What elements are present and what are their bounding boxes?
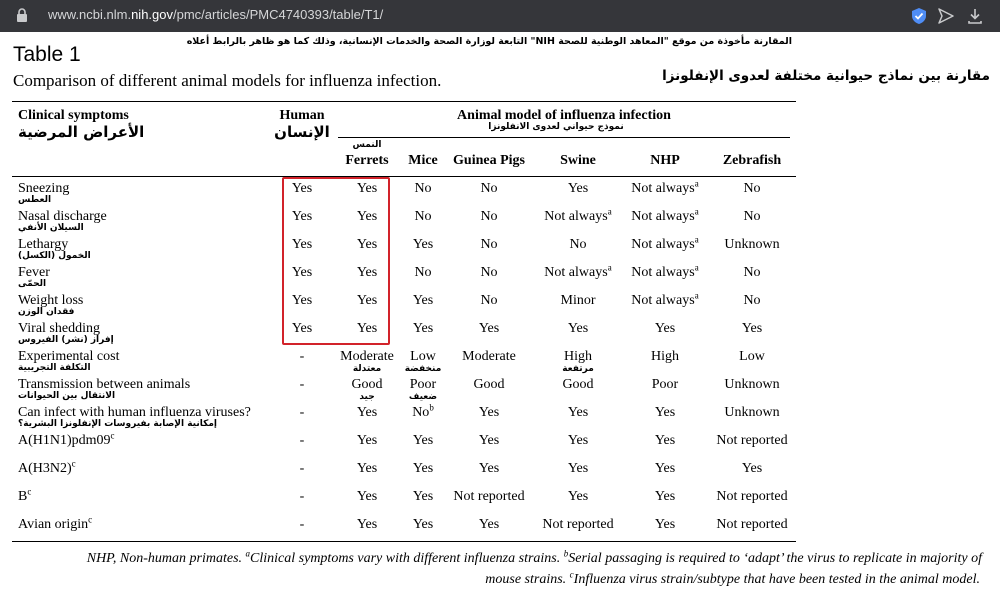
cell-mice	[413, 293, 433, 309]
row-label-ar: العطس	[18, 195, 52, 205]
row-label-ar: السيلان الأنفي	[18, 223, 84, 233]
row-label	[18, 458, 76, 477]
cell-value: Yes	[567, 489, 589, 504]
shield-icon[interactable]	[910, 7, 928, 25]
cell-value: Yes	[567, 321, 589, 336]
cell-value: Yes	[654, 461, 676, 476]
cell-value: Yes	[356, 321, 378, 336]
table-bottom-rule	[12, 541, 796, 542]
cell-footnote-mark: b	[429, 402, 434, 413]
col-header-symptoms-ar: الأعراض المرضية	[18, 123, 145, 141]
cell-value: Not always	[631, 237, 695, 252]
footnote-line-1	[20, 548, 982, 569]
cell-zebrafish	[724, 237, 779, 253]
cell-value: Not reported	[716, 433, 788, 448]
cell-value: Yes	[356, 181, 378, 196]
cell-value: Good	[351, 377, 383, 392]
cell-value: Yes	[567, 181, 589, 196]
cell-value: Yes	[291, 321, 313, 336]
download-icon[interactable]	[966, 7, 984, 25]
col-header-animal-group: Animal model of influenza infection	[457, 108, 671, 123]
cell-value: Good	[473, 377, 505, 392]
footnote-sup-b: b	[563, 548, 569, 559]
col-header-nhp: NHP	[650, 153, 680, 168]
cell-nhp	[651, 349, 679, 365]
row-label-ar: فقدان الوزن	[18, 307, 75, 317]
row-label-footnote-mark: c	[27, 486, 32, 497]
cell-value: No	[569, 237, 587, 252]
cell-zebrafish	[716, 489, 787, 505]
cell-value: Yes	[356, 405, 378, 420]
cell-value: Unknown	[724, 377, 780, 392]
cell-value: Yes	[412, 461, 434, 476]
cell-value: No	[412, 405, 430, 420]
row-label-ar: الحمّى	[18, 279, 47, 289]
cell-value: Yes	[478, 517, 500, 532]
row-label-text: Transmission between animals	[18, 377, 191, 392]
cell-value: -	[299, 517, 305, 532]
row-label-text: Weight loss	[18, 293, 84, 308]
cell-nhp	[652, 377, 678, 393]
cell-value: Yes	[478, 461, 500, 476]
cell-value: Yes	[412, 517, 434, 532]
cell-value: -	[299, 349, 305, 364]
cell-value: Yes	[291, 293, 313, 308]
cell-value: No	[414, 265, 432, 280]
cell-swine	[568, 461, 588, 477]
cell-value-ar: معتدلة	[352, 364, 382, 374]
cell-value: Yes	[478, 433, 500, 448]
cell-swine	[562, 377, 593, 393]
cell-value: Low	[739, 349, 765, 364]
col-header-human: Human	[279, 108, 325, 123]
table-top-rule	[12, 101, 796, 102]
cell-nhp	[655, 321, 675, 337]
cell-value: No	[743, 209, 761, 224]
row-label-footnote-mark: c	[88, 514, 93, 525]
cell-swine	[544, 206, 612, 225]
footnote-nhp: NHP, Non-human primates.	[86, 551, 246, 566]
row-label-ar: إمكانية الإصابة بفيروسات الإنفلونزا البشرية؟	[18, 419, 217, 429]
cell-nhp	[655, 489, 675, 505]
arabic-source-note: المقارنة مأخوذة من موقع "المعاهد الوطنية للصحة NIH" التابعة لوزارة الصحة والخدمات الإنسانية، وذلك كما هو ظاهر بالرابط أعلاه	[186, 36, 792, 47]
footnote-c-text: Influenza virus strain/subtype that have been tested in the animal model.	[573, 572, 980, 587]
row-label-text: A(H3N2)	[18, 461, 72, 476]
cell-nhp	[631, 290, 699, 309]
row-label-ar: الخمول (الكسل)	[18, 251, 91, 261]
cell-value-ar: ضعيف	[408, 392, 438, 402]
row-label	[18, 514, 93, 533]
cell-value: Moderate	[340, 349, 394, 364]
cell-human	[300, 433, 305, 449]
row-label-ar: الانتقال بين الحيوانات	[18, 391, 116, 401]
cell-guinea	[473, 377, 504, 393]
cell-value: Yes	[356, 489, 378, 504]
url-path: /pmc/articles/PMC4740393/table/T1/	[173, 7, 384, 22]
row-label-text: B	[18, 489, 28, 504]
col-header-symptoms: Clinical symptoms	[18, 108, 129, 123]
cell-guinea	[480, 209, 497, 225]
cell-value: Yes	[478, 321, 500, 336]
cell-value: -	[299, 405, 305, 420]
cell-value-ar: مرتفعة	[562, 364, 594, 374]
col-header-ferrets-ar: النمس	[352, 140, 382, 150]
row-label-text: Lethargy	[18, 237, 69, 252]
cell-value: Yes	[412, 237, 434, 252]
cell-guinea	[479, 405, 499, 421]
col-header-ferrets: Ferrets	[345, 153, 389, 168]
cell-value: Yes	[741, 461, 763, 476]
cell-value: Yes	[412, 433, 434, 448]
cell-nhp	[631, 178, 699, 197]
cell-swine	[561, 293, 596, 309]
cell-zebrafish	[742, 321, 762, 337]
cell-value: No	[480, 181, 498, 196]
cell-nhp	[655, 405, 675, 421]
cell-guinea	[479, 517, 499, 533]
cell-value: Moderate	[462, 349, 516, 364]
cell-value: Low	[410, 349, 436, 364]
footnote-b-text: Serial passaging is required to ‘adapt’ the virus to replicate in majority of	[568, 551, 982, 566]
cell-ferrets	[340, 349, 394, 365]
cell-mice	[410, 349, 436, 365]
cell-value: Not reported	[542, 517, 614, 532]
cell-value: Not reported	[716, 517, 788, 532]
row-label	[18, 430, 115, 449]
table-caption: Comparison of different animal models for influenza infection.	[13, 71, 442, 90]
cell-value: No	[480, 209, 498, 224]
cell-value: Yes	[741, 321, 763, 336]
col-header-guinea-pigs: Guinea Pigs	[453, 153, 525, 168]
table-footnote	[20, 548, 982, 590]
cell-human	[300, 377, 305, 393]
cell-mice	[413, 237, 433, 253]
cell-value: No	[743, 293, 761, 308]
cell-ferrets	[351, 377, 382, 393]
cell-footnote-mark: a	[694, 234, 699, 245]
address-bar[interactable]	[48, 7, 383, 22]
highlight-box	[282, 177, 390, 345]
cell-mice	[412, 402, 434, 421]
cell-ferrets	[357, 517, 377, 533]
cell-value: Yes	[654, 405, 676, 420]
row-label-text: Avian origin	[18, 517, 89, 532]
cell-swine	[569, 237, 586, 253]
cell-value: Unknown	[724, 237, 780, 252]
cell-guinea	[479, 461, 499, 477]
cell-value: Yes	[356, 293, 378, 308]
row-label-text: Fever	[18, 265, 50, 280]
cell-value: Yes	[291, 209, 313, 224]
cell-mice	[410, 377, 436, 393]
cell-value: Not always	[631, 209, 695, 224]
cell-value: Not always	[631, 293, 695, 308]
browser-toolbar	[0, 0, 1000, 32]
cell-value: Yes	[478, 405, 500, 420]
cell-zebrafish	[739, 349, 765, 365]
send-icon[interactable]	[937, 7, 955, 25]
col-header-zebrafish: Zebrafish	[722, 153, 782, 168]
cell-mice	[413, 517, 433, 533]
cell-swine	[568, 489, 588, 505]
cell-value: -	[299, 489, 305, 504]
row-label-text: A(H1N1)pdm09	[18, 433, 111, 448]
cell-value: No	[414, 209, 432, 224]
cell-value: Yes	[412, 489, 434, 504]
cell-value: Yes	[356, 517, 378, 532]
cell-value: -	[299, 433, 305, 448]
header-bottom-rule	[12, 176, 796, 177]
row-label-footnote-mark: c	[71, 458, 76, 469]
cell-swine	[568, 433, 588, 449]
cell-value: Yes	[654, 517, 676, 532]
row-label-text: Viral shedding	[18, 321, 100, 336]
footnote-a-text: Clinical symptoms vary with different influenza strains.	[250, 551, 564, 566]
cell-footnote-mark: a	[607, 262, 612, 273]
cell-footnote-mark: a	[694, 206, 699, 217]
footnote-sup-c: c	[569, 569, 574, 580]
cell-swine	[568, 405, 588, 421]
cell-human	[300, 517, 305, 533]
cell-guinea	[479, 433, 499, 449]
cell-nhp	[631, 234, 699, 253]
cell-value: Yes	[356, 433, 378, 448]
cell-guinea	[453, 489, 524, 505]
col-header-mice: Mice	[408, 153, 438, 168]
cell-guinea	[480, 237, 497, 253]
cell-value: Yes	[412, 321, 434, 336]
arabic-caption: مقارنة بين نماذج حيوانية مختلفة لعدوى الإنفلونزا	[662, 68, 990, 84]
cell-value: Not reported	[716, 489, 788, 504]
cell-value: No	[743, 265, 761, 280]
cell-nhp	[655, 433, 675, 449]
url-prefix: www.ncbi.nlm.	[48, 7, 132, 22]
cell-value: Unknown	[724, 405, 780, 420]
cell-value: No	[480, 237, 498, 252]
cell-zebrafish	[743, 181, 760, 197]
cell-value: Not always	[631, 265, 695, 280]
cell-value: -	[299, 377, 305, 392]
row-label	[18, 486, 32, 505]
cell-mice	[414, 265, 431, 281]
cell-value: Yes	[567, 461, 589, 476]
row-label-text: Sneezing	[18, 181, 70, 196]
cell-value: Yes	[567, 433, 589, 448]
cell-value: Yes	[291, 181, 313, 196]
cell-zebrafish	[743, 293, 760, 309]
col-header-animal-group-ar: نموذج حيواني لعدوى الانفلونزا	[488, 122, 624, 132]
row-label-ar: التكلفة التجريبية	[18, 363, 91, 373]
cell-value: Yes	[356, 237, 378, 252]
cell-nhp	[631, 262, 699, 281]
cell-zebrafish	[743, 265, 760, 281]
cell-value: Minor	[560, 293, 596, 308]
cell-nhp	[655, 461, 675, 477]
cell-value: Yes	[356, 209, 378, 224]
cell-value: Not reported	[453, 489, 525, 504]
cell-value: Yes	[567, 405, 589, 420]
cell-value: No	[414, 181, 432, 196]
cell-human	[300, 461, 305, 477]
cell-value: Yes	[654, 321, 676, 336]
cell-footnote-mark: a	[694, 262, 699, 273]
cell-swine	[544, 262, 612, 281]
cell-guinea	[462, 349, 516, 365]
cell-value: Poor	[651, 377, 679, 392]
cell-value: -	[299, 461, 305, 476]
cell-value: High	[651, 349, 679, 364]
footnote-sup-a: a	[245, 548, 251, 559]
animal-group-rule	[338, 137, 790, 138]
cell-guinea	[480, 265, 497, 281]
row-label-footnote-mark: c	[110, 430, 115, 441]
footnote-line-2	[20, 569, 982, 590]
cell-value: Yes	[356, 265, 378, 280]
cell-nhp	[631, 206, 699, 225]
lock-icon[interactable]	[16, 8, 28, 22]
cell-zebrafish	[716, 517, 787, 533]
cell-swine	[564, 349, 592, 365]
footnote-b-text-cont: mouse strains.	[485, 572, 570, 587]
cell-mice	[413, 489, 433, 505]
cell-value: High	[564, 349, 592, 364]
cell-mice	[413, 321, 433, 337]
cell-human	[300, 405, 305, 421]
col-header-swine: Swine	[560, 153, 596, 168]
cell-ferrets	[357, 405, 377, 421]
cell-footnote-mark: a	[607, 206, 612, 217]
cell-value: Yes	[291, 265, 313, 280]
cell-mice	[414, 209, 431, 225]
cell-mice	[413, 461, 433, 477]
cell-value: Yes	[412, 293, 434, 308]
cell-value: No	[743, 181, 761, 196]
cell-value: Yes	[356, 461, 378, 476]
cell-value: Yes	[654, 433, 676, 448]
cell-zebrafish	[716, 433, 787, 449]
cell-footnote-mark: a	[694, 178, 699, 189]
cell-ferrets	[357, 433, 377, 449]
cell-guinea	[480, 293, 497, 309]
cell-zebrafish	[742, 461, 762, 477]
row-label-text: Can infect with human influenza viruses?	[18, 405, 251, 420]
cell-swine	[568, 181, 588, 197]
cell-value: Poor	[409, 377, 437, 392]
cell-zebrafish	[724, 405, 779, 421]
cell-nhp	[655, 517, 675, 533]
cell-human	[300, 489, 305, 505]
cell-zebrafish	[743, 209, 760, 225]
cell-mice	[414, 181, 431, 197]
row-label-text: Nasal discharge	[18, 209, 107, 224]
cell-value: Not always	[631, 181, 695, 196]
cell-ferrets	[357, 489, 377, 505]
cell-value-ar: جيد	[359, 392, 375, 402]
url-host: nih.gov	[131, 7, 173, 22]
cell-swine	[542, 517, 613, 533]
cell-swine	[568, 321, 588, 337]
cell-value: No	[480, 293, 498, 308]
cell-value: Good	[562, 377, 594, 392]
cell-value: No	[480, 265, 498, 280]
cell-mice	[413, 433, 433, 449]
cell-value: Not always	[544, 209, 608, 224]
cell-guinea	[480, 181, 497, 197]
cell-human	[300, 349, 305, 365]
cell-value-ar: منخفضة	[404, 364, 442, 374]
row-label-ar: إفراز (نشر) الفيروس	[18, 335, 114, 345]
col-header-human-ar: الإنسان	[274, 123, 330, 141]
table-title: Table 1	[13, 43, 81, 66]
cell-footnote-mark: a	[694, 290, 699, 301]
cell-value: Yes	[291, 237, 313, 252]
cell-guinea	[479, 321, 499, 337]
cell-value: Not always	[544, 265, 608, 280]
cell-zebrafish	[724, 377, 779, 393]
cell-ferrets	[357, 461, 377, 477]
cell-value: Yes	[654, 489, 676, 504]
row-label-text: Experimental cost	[18, 349, 120, 364]
